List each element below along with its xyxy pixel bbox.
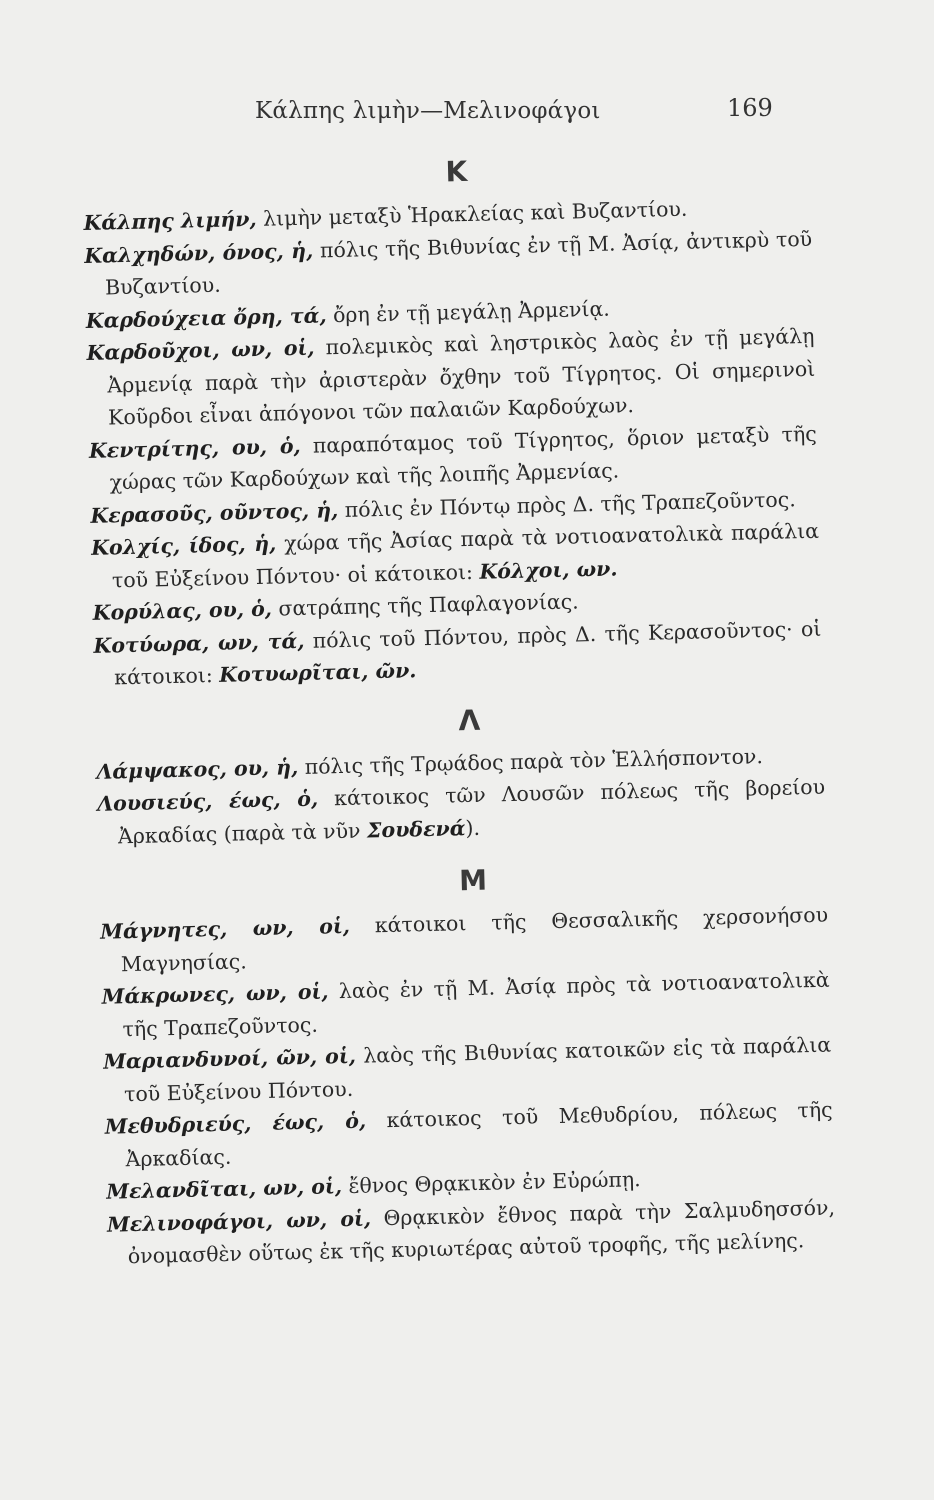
- entry-term: Κερασοῦς, οῦντος, ἡ,: [90, 497, 339, 528]
- glossary-content: [82, 141, 836, 1273]
- entry-term: Λουσιεύς, έως, ὁ,: [96, 786, 319, 816]
- entry-emphasis: Σουδενά: [366, 815, 466, 842]
- entry-text: ὄρη ἐν τῇ μεγάλῃ Ἀρμενίᾳ.: [326, 296, 611, 327]
- entry-text: χώρα τῆς Ἀσίας παρὰ τὰ νοτιοανατολικὰ παράλια τοῦ Εὐξείνου Πόντου· οἱ κάτοικοι:: [111, 518, 820, 592]
- entry-term: Μαριανδυνοί, ῶν, οἱ,: [103, 1043, 357, 1074]
- entry-text: Θρᾳκικὸν ἔθνος παρὰ τὴν Σαλμυδησσόν, ὀνομασθὲν οὕτως ἐκ τῆς κυριωτέρας αὐτοῦ τροφῆς, τῆς μελίνης.: [127, 1195, 836, 1269]
- entry-emphasis: Κόλχοι, ων.: [479, 556, 618, 584]
- entry-term: Μάγνητες, ων, οἱ,: [99, 913, 351, 944]
- entry-term: Κοτύωρα, ων, τά,: [93, 628, 305, 658]
- entry-text: παραπόταμος τοῦ Τίγρητος, ὅριον μεταξὺ τῆς χώρας τῶν Καρδούχων καὶ τῆς λοιπῆς Ἀρμενίας.: [109, 421, 817, 495]
- entry-term: Κολχίς, ίδος, ἡ,: [90, 531, 277, 560]
- entry-text: κάτοικος τοῦ Μεθυδρίου, πόλεως τῆς Ἀρκαδίας.: [125, 1097, 833, 1171]
- entry-text: σατράπης τῆς Παφλαγονίας.: [271, 589, 579, 621]
- entry-emphasis: Κοτυωρῖται, ῶν.: [218, 658, 417, 687]
- entry-tail: ).: [465, 815, 481, 840]
- running-title: Κάλπης λιμὴν—Μελινοφάγοι: [255, 98, 601, 124]
- entry-text: πόλις τῆς Βιθυνίας ἐν τῇ Μ. Ἀσίᾳ, ἀντικρὺ τοῦ Βυζαντίου.: [104, 226, 813, 300]
- entry-term: Κορύλας, ου, ὁ,: [92, 596, 273, 625]
- entry-text: ἔθνος Θρᾳκικὸν ἐν Εὐρώπῃ.: [341, 1167, 641, 1199]
- entry-text: πόλις ἐν Πόντῳ πρὸς Δ. τῆς Τραπεζοῦντος.: [337, 486, 796, 522]
- section-lambda: [95, 695, 826, 853]
- entry-text: λαὸς ἐν τῇ Μ. Ἀσίᾳ πρὸς τὰ νοτιοανατολικὰ τῆς Τραπεζοῦντος.: [122, 967, 830, 1041]
- entry-term: Καλχηδών, όνος, ἡ,: [84, 238, 314, 268]
- entry-term: Μελινοφάγοι, ων, οἱ,: [106, 1205, 372, 1237]
- entry-text: πόλις τοῦ Πόντου, πρὸς Δ. τῆς Κερασοῦντος· οἱ κάτοικοι:: [113, 616, 822, 690]
- entry-term: Κάλπης λιμήν,: [83, 206, 257, 235]
- entry-text: κάτοικος τῶν Λουσῶν πόλεως τῆς βορείου Ἀρκαδίας (παρὰ τὰ νῦν: [117, 774, 826, 848]
- glossary-entry: [86, 320, 816, 435]
- section-letter: Λ: [458, 703, 481, 737]
- section-letter: Μ: [458, 863, 488, 898]
- page-number: 169: [727, 94, 773, 122]
- section-letter: Κ: [445, 154, 468, 189]
- entry-term: Λάμψακος, ου, ἡ,: [96, 754, 299, 784]
- entry-text: λιμὴν μεταξὺ Ἡρακλείας καὶ Βυζαντίου.: [256, 196, 688, 231]
- entry-text: κάτοικοι τῆς Θεσσαλικῆς χερσονήσου Μαγνησίας.: [120, 902, 829, 976]
- entry-term: Μάκρωνες, ων, οἱ,: [101, 979, 329, 1009]
- entry-term: Μεθυδριεύς, έως, ὁ,: [104, 1108, 367, 1139]
- entry-text: πόλις τῆς Τρῳάδος παρὰ τὸν Ἑλλήσποντον.: [297, 743, 764, 779]
- entry-text: πολεμικὸς καὶ ληστρικὸς λαὸς ἐν τῇ μεγάλῃ Ἀρμενίᾳ παρὰ τὴν ἀριστερὰν ὄχθην τοῦ Τίγρητος. Οἱ σημερινοὶ Κοῦρδοι εἶναι ἀπόγονοι τῶν παλαιῶν Καρδούχων.: [107, 323, 816, 430]
- section-k: [82, 147, 822, 695]
- entry-term: Καρδοῦχοι, ων, οἱ,: [86, 335, 315, 365]
- running-head: [0, 92, 934, 132]
- section-m: [99, 856, 836, 1274]
- entry-term: Καρδούχεια ὄρη, τά,: [85, 302, 327, 333]
- entry-term: Κεντρίτης, ου, ὁ,: [88, 433, 301, 463]
- entry-text: λαὸς τῆς Βιθυνίας κατοικῶν εἰς τὰ παράλια τοῦ Εὐξείνου Πόντου.: [123, 1032, 832, 1106]
- entry-term: Μελανδῖται, ων, οἱ,: [106, 1174, 343, 1204]
